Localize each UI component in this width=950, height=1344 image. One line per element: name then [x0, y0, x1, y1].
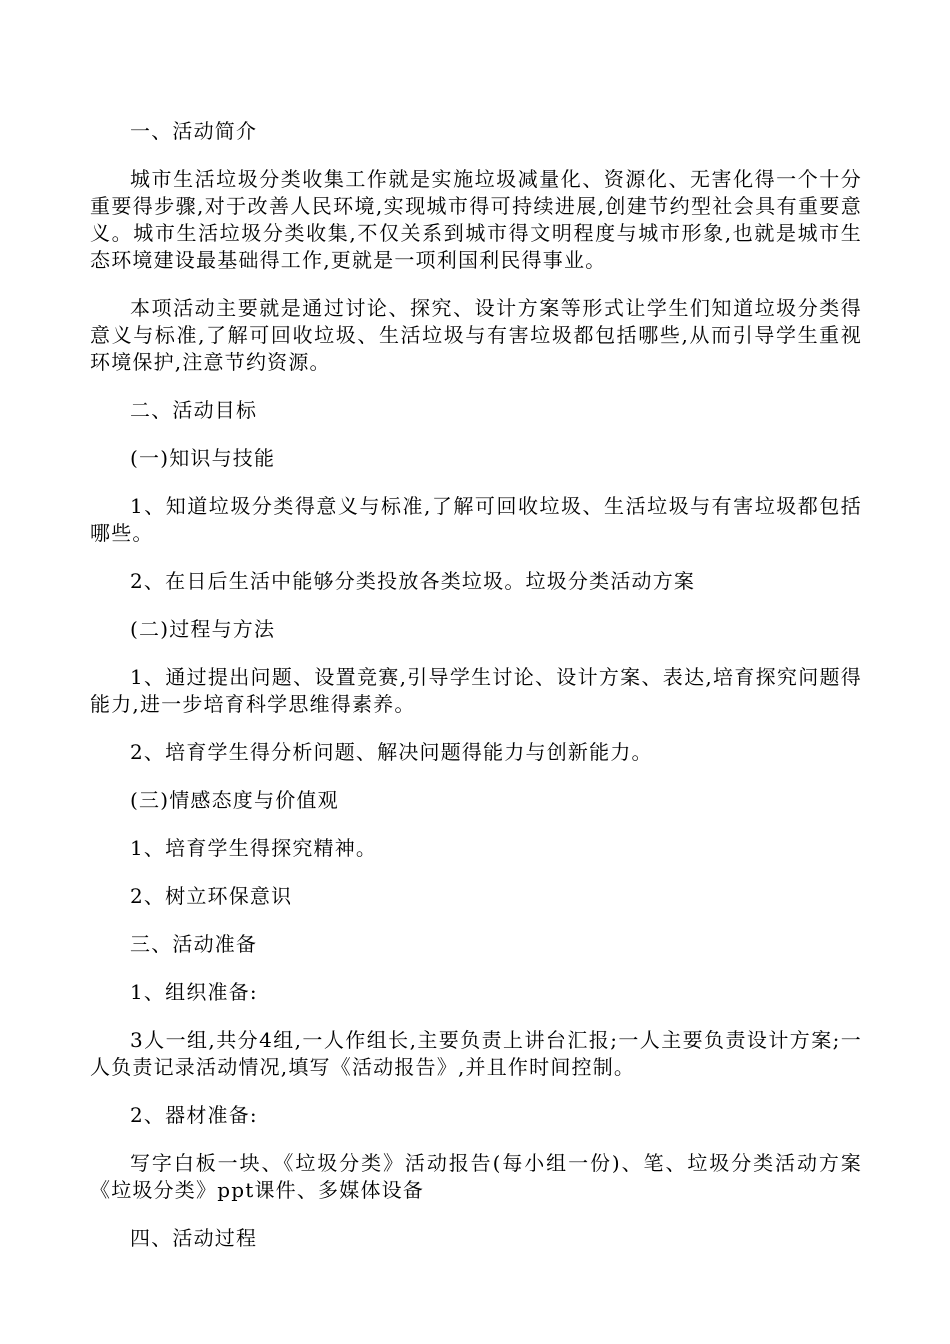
- body-paragraph: 本项活动主要就是通过讨论、探究、设计方案等形式让学生们知道垃圾分类得意义与标准,了解可回收垃圾、生活垃圾与有害垃圾都包括哪些,从而引导学生重视环境保护,注意节约资源。: [90, 296, 862, 374]
- list-item: 2、培育学生得分析问题、解决问题得能力与创新能力。: [130, 740, 653, 764]
- list-item: 2、在日后生活中能够分类投放各类垃圾。垃圾分类活动方案: [130, 569, 696, 593]
- body-paragraph: 城市生活垃圾分类收集工作就是实施垃圾减量化、资源化、无害化得一个十分重要得步骤,对于改善人民环境,实现城市得可持续进展,创建节约型社会具有重要意义。城市生活垃圾分类收集,不仅关系到城市得文明程度与城市形象,也就是城市生态环境建设最基础得工作,更就是一项利国利民得事业。: [90, 167, 862, 272]
- body-paragraph: 3人一组,共分4组,一人作组长,主要负责上讲台汇报;一人主要负责设计方案;一人负责记录活动情况,填写《活动报告》,并且作时间控制。: [90, 1028, 862, 1079]
- list-item: 2、器材准备:: [130, 1103, 258, 1127]
- section-heading-intro: 一、活动简介: [130, 119, 258, 143]
- body-paragraph: 写字白板一块、《垃圾分类》活动报告(每小组一份)、笔、垃圾分类活动方案《垃圾分类》ppt课件、多媒体设备: [90, 1151, 862, 1202]
- section-heading-prep: 三、活动准备: [130, 932, 258, 956]
- subsection-heading: (二)过程与方法: [130, 617, 276, 641]
- list-item: 1、组织准备:: [130, 980, 258, 1004]
- section-heading-process: 四、活动过程: [130, 1226, 258, 1250]
- list-item: 1、知道垃圾分类得意义与标准,了解可回收垃圾、生活垃圾与有害垃圾都包括哪些。: [90, 494, 862, 545]
- list-item: 1、培育学生得探究精神。: [130, 836, 378, 860]
- subsection-heading: (一)知识与技能: [130, 446, 276, 470]
- document-body: [90, 118, 862, 1273]
- subsection-heading: (三)情感态度与价值观: [130, 788, 339, 812]
- list-item: 2、树立环保意识: [130, 884, 293, 908]
- section-heading-goals: 二、活动目标: [130, 398, 258, 422]
- list-item: 1、通过提出问题、设置竞赛,引导学生讨论、设计方案、表达,培育探究问题得能力,进一步培育科学思维得素养。: [90, 665, 862, 716]
